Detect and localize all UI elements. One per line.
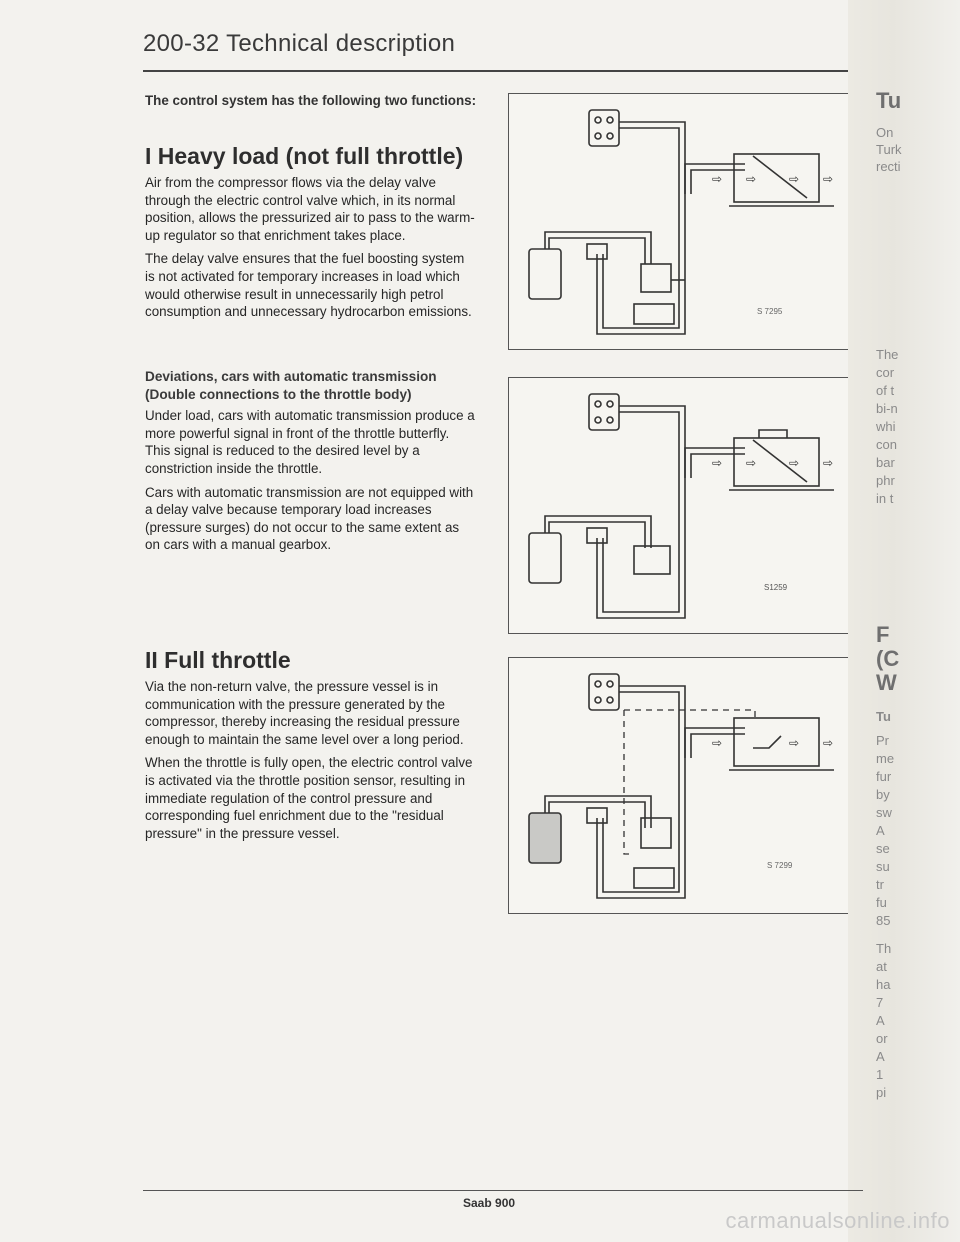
fragment-text: ha xyxy=(876,977,891,992)
footer-rule xyxy=(143,1190,863,1191)
fragment-text: sw xyxy=(876,805,892,820)
svg-text:⇨: ⇨ xyxy=(823,456,834,470)
fragment-text: phr xyxy=(876,473,895,488)
footer-model: Saab 900 xyxy=(463,1196,516,1210)
fragment-text: On xyxy=(876,125,894,140)
fragment-text: (C xyxy=(876,646,900,671)
fragment-text: con xyxy=(876,437,897,452)
fragment-text: by xyxy=(876,787,890,802)
svg-text:⇨: ⇨ xyxy=(789,456,800,470)
fragment-text: A xyxy=(876,823,885,838)
fragment-text: F xyxy=(876,622,890,647)
fragment-text: bar xyxy=(876,455,895,470)
section-heavy-load xyxy=(145,142,477,327)
system-schematic xyxy=(509,658,851,913)
fragment-text: tr xyxy=(876,877,884,892)
svg-text:⇨: ⇨ xyxy=(746,172,757,186)
fragment-text: fur xyxy=(876,769,892,784)
paragraph: Under load, cars with automatic transmission produce a more powerful signal in front of the throttle butterfly. This signal is reduced to the desired level by a constriction inside the throttle. xyxy=(145,408,475,476)
fragment-text: 7 xyxy=(876,995,884,1010)
intro-paragraph: The control system has the following two functions: xyxy=(145,93,477,108)
fragment-text: 1 xyxy=(876,1067,884,1082)
system-schematic xyxy=(509,94,851,349)
page-header-title: 200-32 Technical description xyxy=(143,30,456,57)
fragment-text: me xyxy=(876,751,895,766)
fragment-text: at xyxy=(876,959,887,974)
fragment-text: bi-n xyxy=(876,401,898,416)
header-rule xyxy=(143,70,863,72)
fragment-text: Turk xyxy=(876,142,902,157)
fragment-text: of t xyxy=(876,383,895,398)
adjacent-page-fragment xyxy=(848,0,960,1242)
sub-heading: Deviations, cars with automatic transmission (Double connections to the throttle body) xyxy=(145,369,437,402)
fragment-text: W xyxy=(876,670,897,695)
diagram-heavy-load xyxy=(508,93,852,350)
section-automatic-deviation xyxy=(145,368,477,560)
fragment-text: whi xyxy=(876,419,896,434)
fragment-text: Pr xyxy=(876,733,889,748)
fragment-text: fu xyxy=(876,895,887,910)
fragment-text: se xyxy=(876,841,890,856)
fragment-text: cor xyxy=(876,365,895,380)
diagram-full-throttle xyxy=(508,657,852,914)
svg-text:⇨: ⇨ xyxy=(789,736,800,750)
fragment-text: A xyxy=(876,1049,885,1064)
paragraph: When the throttle is fully open, the electric control valve is activated via the throttle position sensor, resulting in immediate regulation of the control pressure and corresponding fuel enrichment due to the "residual pressure" in the pressure vessel. xyxy=(145,755,473,841)
fragment-text: A xyxy=(876,1013,885,1028)
figure-number: S 7295 xyxy=(757,307,783,316)
svg-text:⇨: ⇨ xyxy=(789,172,800,186)
paragraph: Cars with automatic transmission are not equipped with a delay valve because temporary load increases (pressure surges) do not occur to the same extent as on cars with a manual gearbox. xyxy=(145,484,474,553)
svg-text:⇨: ⇨ xyxy=(823,172,834,186)
svg-text:⇨: ⇨ xyxy=(712,736,723,750)
fragment-text: su xyxy=(876,859,890,874)
figure-number: S 7299 xyxy=(767,861,793,870)
section-heading: I Heavy load (not full throttle) xyxy=(145,143,464,169)
fragment-text: 85 xyxy=(876,913,891,928)
fragment-text: Tu xyxy=(876,88,902,113)
watermark: carmanualsonline.info xyxy=(725,1208,950,1233)
svg-text:⇨: ⇨ xyxy=(746,456,757,470)
svg-text:⇨: ⇨ xyxy=(712,172,723,186)
section-heading: II Full throttle xyxy=(145,647,291,673)
svg-text:⇨: ⇨ xyxy=(712,456,723,470)
svg-text:⇨: ⇨ xyxy=(823,736,834,750)
paragraph: Via the non-return valve, the pressure vessel is in communication with the pressure generated by the compressor, thereby increasing the residual pressure enough to maintain the same level over a long period. xyxy=(145,679,464,747)
diagram-automatic xyxy=(508,377,852,634)
paragraph: Air from the compressor flows via the delay valve through the electric control valve which, in its normal position, allows the pressurized air to pass to the warm-up regulator so that enrichment takes place. xyxy=(145,175,475,243)
paragraph: The delay valve ensures that the fuel boosting system is not activated for temporary increases in load which would otherwise result in unnecessarily high petrol consumption and unnecessary hydrocarbon emissions. xyxy=(145,251,472,320)
section-full-throttle xyxy=(145,646,477,848)
fragment-text: The xyxy=(876,347,899,362)
fragment-text: recti xyxy=(876,159,901,174)
fragment-text: or xyxy=(876,1031,888,1046)
figure-number: S1259 xyxy=(764,583,788,592)
fragment-text: in t xyxy=(876,491,894,506)
fragment-text: Tu xyxy=(876,709,891,724)
intro-text xyxy=(145,92,477,116)
fragment-text: pi xyxy=(876,1085,887,1100)
fragment-text: Th xyxy=(876,941,892,956)
system-schematic xyxy=(509,378,851,633)
